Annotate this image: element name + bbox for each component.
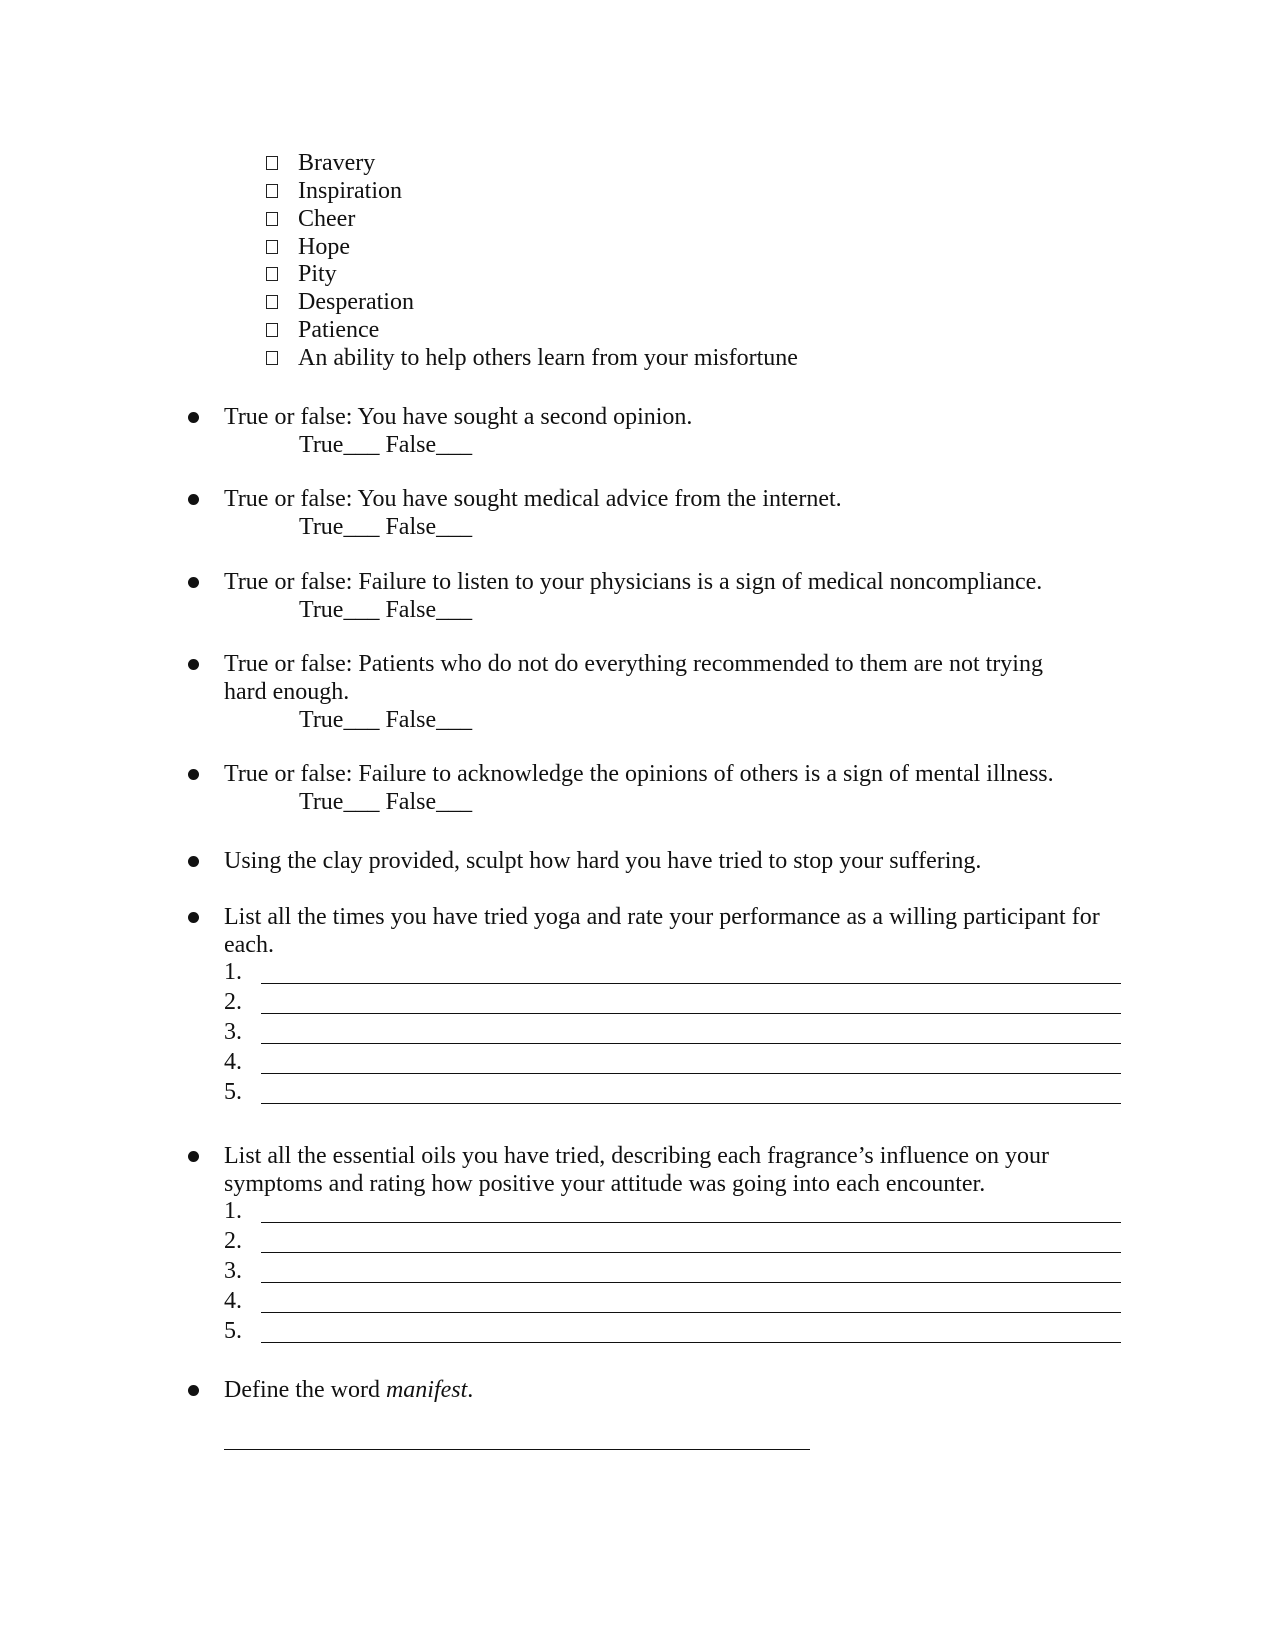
- checklist-label: Cheer: [298, 206, 356, 232]
- define-suffix: .: [467, 1377, 474, 1403]
- checklist-item: [266, 260, 337, 288]
- checklist-label: Desperation: [298, 289, 414, 315]
- answer-line[interactable]: [261, 1252, 1121, 1253]
- list-number: 3.: [224, 1019, 242, 1045]
- answer-line[interactable]: [261, 1312, 1121, 1313]
- list-number: 1.: [224, 1198, 242, 1224]
- checklist-item: [266, 316, 379, 344]
- define-prefix: Define the word: [224, 1377, 386, 1403]
- answer-line[interactable]: [261, 1103, 1121, 1104]
- checklist-item: [266, 344, 798, 372]
- bullet: [188, 412, 199, 423]
- checkbox[interactable]: [266, 295, 278, 309]
- true-false-answer[interactable]: True___ False___: [299, 432, 473, 458]
- bullet: [188, 1385, 199, 1396]
- checklist-item: [266, 233, 350, 261]
- answer-line[interactable]: [261, 1282, 1121, 1283]
- question-text: True or false: Patients who do not do everything recommended to them are not trying hard enough.: [224, 651, 1043, 705]
- checklist-item: [266, 177, 402, 205]
- list-number: 2.: [224, 989, 242, 1015]
- yoga-question: List all the times you have tried yoga and rate your performance as a willing participant for each.: [224, 904, 1100, 958]
- checklist-label: An ability to help others learn from your misfortune: [298, 345, 798, 371]
- true-false-answer[interactable]: True___ False___: [299, 707, 473, 733]
- checkbox[interactable]: [266, 351, 278, 365]
- checklist-label: Bravery: [298, 150, 376, 176]
- list-number: 2.: [224, 1228, 242, 1254]
- answer-line[interactable]: [261, 983, 1121, 984]
- question-text: True or false: You have sought a second opinion.: [224, 404, 693, 430]
- bullet: [188, 494, 199, 505]
- true-false-answer[interactable]: True___ False___: [299, 514, 473, 540]
- bullet: [188, 856, 199, 867]
- checklist-label: Patience: [298, 317, 380, 343]
- answer-line[interactable]: [261, 1222, 1121, 1223]
- checklist-label: Inspiration: [298, 178, 402, 204]
- define-word: manifest: [385, 1377, 468, 1403]
- clay-question: Using the clay provided, sculpt how hard you have tried to stop your suffering.: [224, 848, 982, 874]
- checklist-item: [266, 205, 355, 233]
- checklist-item: [266, 288, 414, 316]
- list-number: 5.: [224, 1318, 242, 1344]
- list-number: 4.: [224, 1049, 242, 1075]
- bullet: [188, 912, 199, 923]
- checkbox[interactable]: [266, 212, 278, 226]
- question-text: True or false: Failure to listen to your physicians is a sign of medical noncompliance.: [224, 569, 1043, 595]
- list-number: 1.: [224, 959, 242, 985]
- answer-line[interactable]: [261, 1043, 1121, 1044]
- true-false-answer[interactable]: True___ False___: [299, 789, 473, 815]
- checkbox[interactable]: [266, 240, 278, 254]
- checklist-item: [266, 149, 375, 177]
- bullet: [188, 659, 199, 670]
- list-number: 4.: [224, 1288, 242, 1314]
- checklist-label: Pity: [298, 261, 337, 287]
- define-question: [224, 1376, 1104, 1404]
- question-text: True or false: Failure to acknowledge the opinions of others is a sign of mental illness.: [224, 761, 1054, 787]
- oils-question: List all the essential oils you have tried, describing each fragrance’s influence on your symptoms and rating how positive your attitude was going into each encounter.: [224, 1143, 1050, 1197]
- answer-line[interactable]: [261, 1073, 1121, 1074]
- bullet: [188, 577, 199, 588]
- checkbox[interactable]: [266, 267, 278, 281]
- answer-line[interactable]: [261, 1342, 1121, 1343]
- checkbox[interactable]: [266, 184, 278, 198]
- true-false-answer[interactable]: True___ False___: [299, 597, 473, 623]
- checklist-label: Hope: [298, 234, 350, 260]
- definition-answer-line[interactable]: [224, 1449, 810, 1450]
- checkbox[interactable]: [266, 156, 278, 170]
- list-number: 3.: [224, 1258, 242, 1284]
- checkbox[interactable]: [266, 323, 278, 337]
- question-text: True or false: You have sought medical advice from the internet.: [224, 486, 842, 512]
- bullet: [188, 769, 199, 780]
- answer-line[interactable]: [261, 1013, 1121, 1014]
- bullet: [188, 1151, 199, 1162]
- list-number: 5.: [224, 1079, 242, 1105]
